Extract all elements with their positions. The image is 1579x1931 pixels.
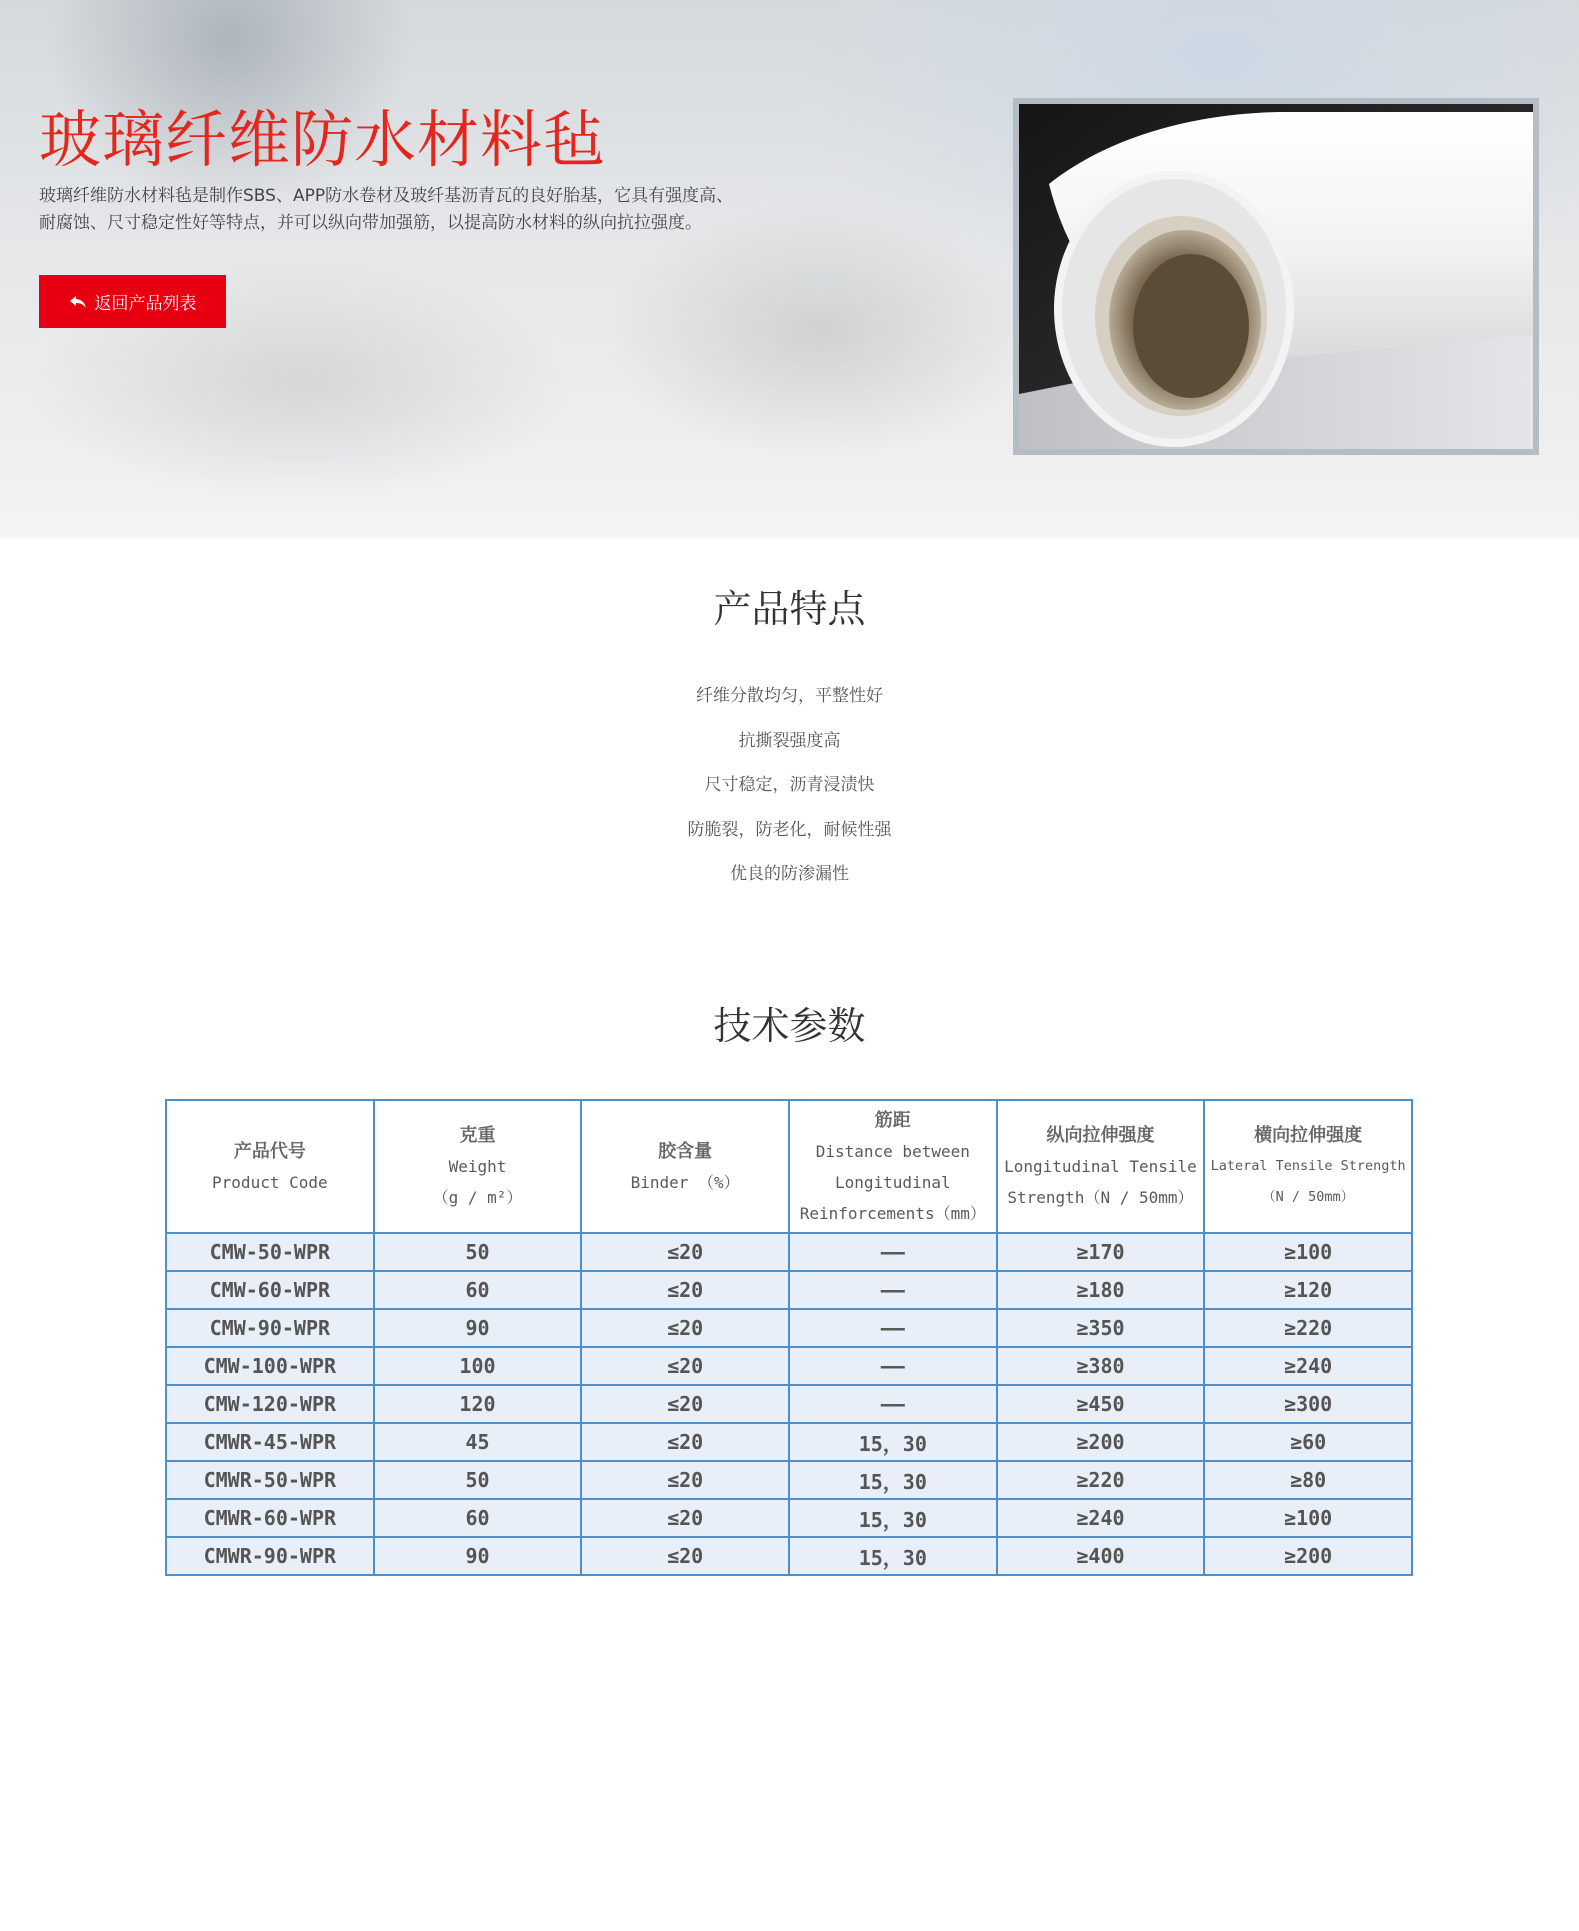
cell-binder: ≤20 [581,1271,789,1309]
cell-product-code: CMW-90-WPR [166,1309,374,1347]
cell-lateral: ≥220 [1204,1309,1412,1347]
table-row [166,1537,1412,1575]
cell-distance: —— [789,1347,997,1385]
cell-distance: 15，30 [789,1461,997,1499]
cell-lateral: ≥80 [1204,1461,1412,1499]
description-line-1: 玻璃纤维防水材料毡是制作SBS、APP防水卷材及玻纤基沥青瓦的良好胎基，它具有强度高、 [39,186,734,206]
cell-longitudinal: ≥180 [997,1271,1205,1309]
header-lateral-tensile-strength: 横向拉伸强度 Lateral Tensile Strength （N / 50mm） [1204,1100,1412,1233]
cell-binder: ≤20 [581,1537,789,1575]
cell-binder: ≤20 [581,1423,789,1461]
cell-longitudinal: ≥170 [997,1233,1205,1271]
header-reinforcement-distance: 筋距 Distance between Longitudinal Reinforcements（mm） [789,1100,997,1233]
specs-section-title: 技术参数 [713,1004,866,1048]
cell-product-code: CMW-100-WPR [166,1347,374,1385]
cell-product-code: CMWR-60-WPR [166,1499,374,1537]
header-product-code: 产品代号 Product Code [166,1100,374,1233]
cell-weight: 45 [374,1423,582,1461]
product-image-frame [1013,98,1539,455]
cell-distance: 15，30 [789,1537,997,1575]
cell-longitudinal: ≥380 [997,1347,1205,1385]
feature-item: 防脆裂，防老化，耐候性强 [687,819,892,840]
cell-binder: ≤20 [581,1461,789,1499]
cell-lateral: ≥100 [1204,1233,1412,1271]
cell-distance: 15，30 [789,1499,997,1537]
cell-lateral: ≥200 [1204,1537,1412,1575]
description-line-2: 耐腐蚀、尺寸稳定性好等特点，并可以纵向带加强筋，以提高防水材料的纵向抗拉强度。 [39,213,702,233]
cell-binder: ≤20 [581,1499,789,1537]
cell-product-code: CMW-120-WPR [166,1385,374,1423]
hero-banner [0,0,1579,538]
header-weight: 克重 Weight （g / m²） [374,1100,582,1233]
feature-item: 优良的防渗漏性 [730,864,849,884]
cell-longitudinal: ≥200 [997,1423,1205,1461]
table-header-row [166,1100,1412,1233]
table-row [166,1423,1412,1461]
cell-binder: ≤20 [581,1385,789,1423]
cell-lateral: ≥60 [1204,1423,1412,1461]
back-button-label: 返回产品列表 [94,294,197,314]
technical-parameters-table [165,1099,1413,1576]
header-binder: 胶含量 Binder （%） [581,1100,789,1233]
cell-product-code: CMWR-50-WPR [166,1461,374,1499]
cell-product-code: CMWR-90-WPR [166,1537,374,1575]
features-list [0,683,1579,906]
cell-weight: 60 [374,1271,582,1309]
cell-binder: ≤20 [581,1309,789,1347]
table-row [166,1271,1412,1309]
features-section-title: 产品特点 [713,587,866,631]
cell-distance: —— [789,1271,997,1309]
back-to-product-list-button[interactable] [39,275,226,328]
cell-longitudinal: ≥350 [997,1309,1205,1347]
table-row [166,1309,1412,1347]
cell-longitudinal: ≥450 [997,1385,1205,1423]
cell-lateral: ≥240 [1204,1347,1412,1385]
cell-product-code: CMW-60-WPR [166,1271,374,1309]
cell-distance: —— [789,1309,997,1347]
table-row [166,1233,1412,1271]
cell-weight: 100 [374,1347,582,1385]
feature-item: 纤维分散均匀，平整性好 [696,686,883,706]
header-longitudinal-tensile-strength: 纵向拉伸强度 Longitudinal Tensile Strength（N / 50mm） [997,1100,1205,1233]
cell-longitudinal: ≥220 [997,1461,1205,1499]
cell-distance: —— [789,1233,997,1271]
cell-lateral: ≥300 [1204,1385,1412,1423]
cell-weight: 50 [374,1461,582,1499]
table-row [166,1461,1412,1499]
table-row [166,1347,1412,1385]
product-image-fiberglass-roll [1019,104,1533,449]
cell-weight: 60 [374,1499,582,1537]
reply-arrow-icon [69,295,87,309]
cell-longitudinal: ≥400 [997,1537,1205,1575]
feature-item: 抗撕裂强度高 [738,730,841,751]
feature-item: 尺寸稳定，沥青浸渍快 [704,775,875,795]
page-title: 玻璃纤维防水材料毡 [39,103,607,176]
cell-distance: 15，30 [789,1423,997,1461]
cell-distance: —— [789,1385,997,1423]
cell-lateral: ≥120 [1204,1271,1412,1309]
cell-binder: ≤20 [581,1233,789,1271]
cell-weight: 90 [374,1537,582,1575]
cell-weight: 50 [374,1233,582,1271]
table-row [166,1385,1412,1423]
cell-binder: ≤20 [581,1347,789,1385]
table-row [166,1499,1412,1537]
cell-product-code: CMWR-45-WPR [166,1423,374,1461]
product-description [39,183,779,237]
cell-lateral: ≥100 [1204,1499,1412,1537]
cell-product-code: CMW-50-WPR [166,1233,374,1271]
cell-weight: 120 [374,1385,582,1423]
cell-weight: 90 [374,1309,582,1347]
cell-longitudinal: ≥240 [997,1499,1205,1537]
